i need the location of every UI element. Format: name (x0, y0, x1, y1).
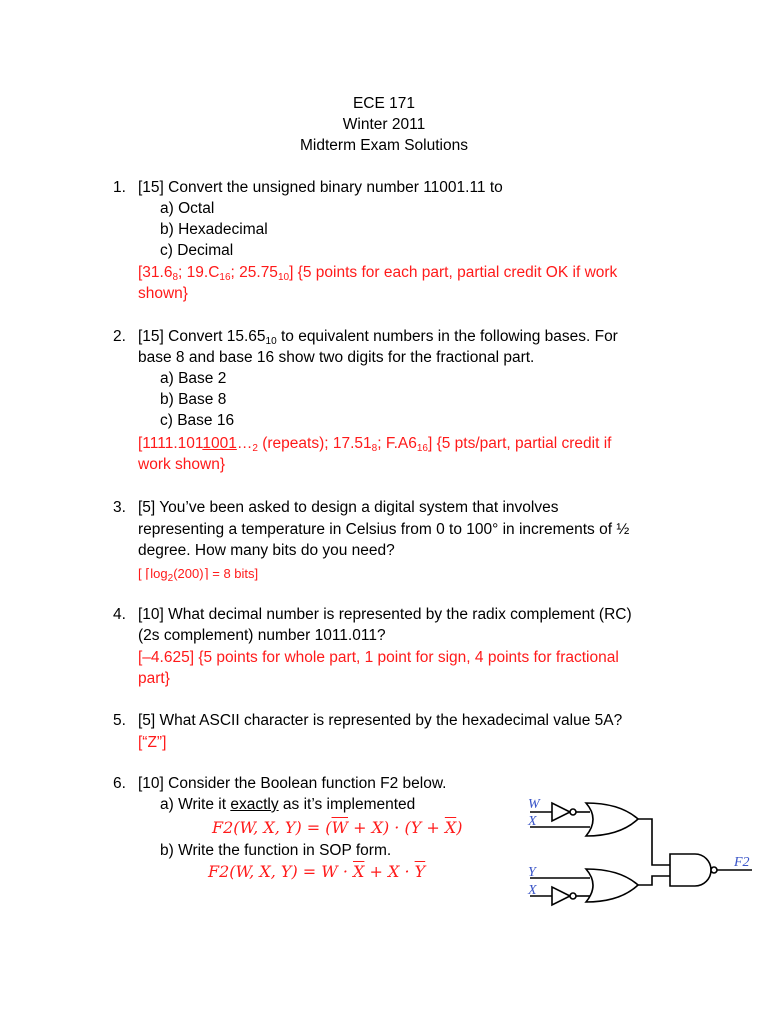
q1-part-a: a) Octal (160, 200, 215, 217)
q1-answer-line1: [$31.6_8$; $19.C_{16}$; $25.75_{10}$] {5 points for each part, partial credit OK if work (138, 264, 618, 283)
q1-number: 1. (113, 179, 126, 196)
q3-text-line1: [5] You’ve been asked to design a digital system that involves (138, 499, 559, 516)
q3-number: 3. (113, 499, 126, 516)
q6-part-b: b) Write the function in SOP form. (160, 842, 392, 859)
q6-text: [10] Consider the Boolean function F2 below. (138, 775, 447, 792)
not-gate-top (552, 803, 570, 821)
q6-number: 6. (113, 775, 126, 792)
q6-answer-b: F2(W, X, $Y) = W \cdot \overline{X} + X \cdot \overline{Y}$ (208, 862, 426, 881)
q4-text-line1: [10] What decimal number is represented by the radix complement (RC) (138, 606, 632, 623)
q2-text-line1: [15] Convert $15.65_{10}$ to equivalent numbers in the following bases. For (138, 328, 618, 347)
q2-part-c: c) Base 16 (160, 412, 235, 429)
q6-answer-a: F2(W, X, $Y) = (\overline{W} + X) \cdot (Y + \overline{X})$ (212, 818, 463, 837)
q2-answer-line1: [$1111.1011001\dots_2$ (repeats); $17.51_8$; $F.A6_{16}$] {5 pts/part, partial credit if (138, 435, 612, 454)
label-x1: X (528, 814, 537, 829)
or-gate-bottom (586, 869, 638, 902)
q4-answer-line1: [–4.625] {5 points for whole part, 1 point for sign, 4 points for fractional (138, 649, 619, 666)
not-bubble-bottom (570, 893, 576, 899)
q1-part-b: b) Hexadecimal (160, 221, 268, 238)
q4-text-line2: (2s complement) number 1011.011? (138, 627, 386, 644)
q1-text: [15] Convert the unsigned binary number 11001.11 to (138, 179, 503, 196)
q5-number: 5. (113, 712, 126, 729)
page-title: Midterm Exam Solutions (300, 137, 468, 154)
q3-text-line2: representing a temperature in Celsius from 0 to 100° in increments of ½ (138, 521, 630, 538)
not-gate-bottom (552, 887, 570, 905)
q2-part-b: b) Base 8 (160, 391, 227, 408)
q3-answer: [ $⌈\log_2(200)⌉ = 8$ bits] (138, 566, 259, 584)
nand-gate (670, 854, 711, 886)
label-y: Y (528, 865, 536, 880)
q2-number: 2. (113, 328, 126, 345)
q5-text: [5] What ASCII character is represented by the hexadecimal value 5A? (138, 712, 623, 729)
q2-answer-line2: work shown} (138, 456, 226, 473)
q4-answer-line2: part} (138, 670, 170, 687)
q2-text-line2: base 8 and base 16 show two digits for the fractional part. (138, 349, 535, 366)
term: Winter 2011 (342, 116, 426, 133)
course-title: ECE 171 (352, 95, 416, 112)
q1-part-c: c) Decimal (160, 242, 234, 259)
wire-or-bottom-out (638, 876, 670, 885)
q2-part-a: a) Base 2 (160, 370, 227, 387)
label-x2: X (528, 883, 537, 898)
q1-answer-line2: shown} (138, 285, 188, 302)
q3-text-line3: degree. How many bits do you need? (138, 542, 395, 559)
nand-bubble (711, 867, 717, 873)
wire-or-top-out (638, 819, 670, 865)
or-gate-top (586, 803, 638, 836)
q6-part-a: a) Write it exactly as it’s implemented (160, 796, 416, 813)
q4-number: 4. (113, 606, 126, 623)
label-w: W (528, 797, 540, 812)
q5-answer: [“Z”] (138, 734, 167, 751)
label-f2: F2 (734, 855, 750, 870)
logic-circuit-diagram (520, 790, 760, 915)
not-bubble-top (570, 809, 576, 815)
